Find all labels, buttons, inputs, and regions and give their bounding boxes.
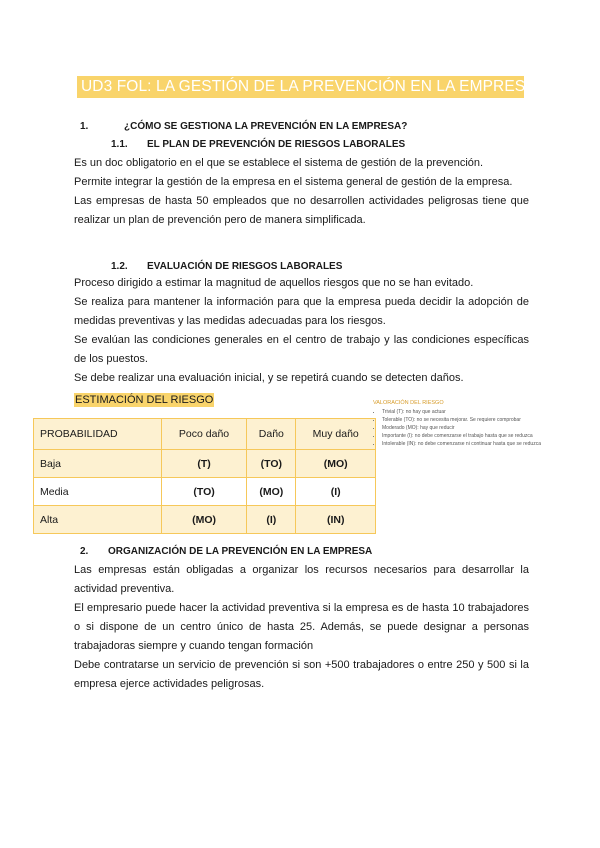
table-cell: (T) bbox=[161, 450, 246, 478]
section-1-number: 1. bbox=[80, 121, 89, 132]
subsection-1-2-number: 1.2. bbox=[111, 261, 128, 272]
paragraph: Las empresas de hasta 50 empleados que no desarrollen actividades peligrosas tiene que realizar un plan de prevención pero de manera simplificada. bbox=[74, 195, 529, 226]
estimation-label: ESTIMACIÓN DEL RIESGO bbox=[75, 394, 214, 406]
paragraph: El empresario puede hacer la actividad preventiva si la empresa es de hasta 10 trabajadores o si dispone de un centro único de hasta 25. Además, se puede designar a personas trabajadoras siempre y cuando tengan formación bbox=[74, 602, 529, 652]
legend-item: • Tolerable (TO): no se necesita mejorar. Se requiere comprobar bbox=[382, 417, 598, 424]
legend-list bbox=[373, 409, 598, 448]
table-header-row bbox=[34, 419, 376, 450]
subsection-1-2-heading bbox=[111, 261, 342, 272]
paragraph: Permite integrar la gestión de la empresa en el sistema general de gestión de la empresa. bbox=[74, 176, 513, 188]
risk-estimation-table bbox=[33, 418, 376, 534]
paragraph: Se realiza para mantener la información para que la empresa pueda decidir la adopción de medidas preventivas y las medidas adecuadas para los riesgos. bbox=[74, 296, 529, 327]
legend-title: VALORACIÓN DEL RIESGO bbox=[373, 400, 444, 406]
paragraph: Se debe realizar una evaluación inicial, y se repetirá cuando se detecten daños. bbox=[74, 372, 464, 384]
table-cell: (TO) bbox=[247, 450, 296, 478]
table-row bbox=[34, 478, 376, 506]
table-header-cell: Daño bbox=[247, 419, 296, 450]
table-header-cell: Poco daño bbox=[161, 419, 246, 450]
paragraph: Proceso dirigido a estimar la magnitud de aquellos riesgos que no se han evitado. bbox=[74, 277, 474, 289]
paragraph: Debe contratarse un servicio de prevención si son +500 trabajadores o entre 250 y 500 si la empresa ejerce actividades peligrosas. bbox=[74, 659, 529, 690]
paragraph: Las empresas están obligadas a organizar los recursos necesarios para desarrollar la actividad preventiva. bbox=[74, 564, 529, 595]
section-1-title: ¿CÓMO SE GESTIONA LA PREVENCIÓN EN LA EMPRESA? bbox=[124, 121, 408, 132]
table-cell: (MO) bbox=[161, 506, 246, 534]
table-header-cell: PROBABILIDAD bbox=[34, 419, 162, 450]
subsection-1-1-title: EL PLAN DE PREVENCIÓN DE RIESGOS LABORALES bbox=[147, 139, 406, 150]
document-title: UD3 FOL: LA GESTIÓN DE LA PREVENCIÓN EN LA EMPRESA bbox=[77, 76, 524, 98]
table-cell: Baja bbox=[34, 450, 162, 478]
table-cell: (TO) bbox=[161, 478, 246, 506]
risk-valuation-legend bbox=[373, 400, 598, 449]
section-2-title: ORGANIZACIÓN DE LA PREVENCIÓN EN LA EMPRESA bbox=[108, 546, 373, 557]
table-cell: Alta bbox=[34, 506, 162, 534]
table-row bbox=[34, 506, 376, 534]
subsection-1-2-body bbox=[74, 274, 529, 388]
table-cell: (I) bbox=[296, 478, 376, 506]
legend-item: • Trivial (T): no hay que actuar bbox=[382, 409, 598, 416]
section-2-body bbox=[74, 561, 529, 694]
subsection-1-1-heading bbox=[111, 139, 405, 150]
table-row bbox=[34, 450, 376, 478]
subsection-1-1-body bbox=[74, 154, 529, 230]
section-2-number: 2. bbox=[80, 546, 89, 557]
legend-item: • Importante (I): no debe comenzarse el trabajo hasta que se reduzca bbox=[382, 433, 598, 440]
paragraph: Se evalúan las condiciones generales en el centro de trabajo y las condiciones específicas de los puestos. bbox=[74, 334, 529, 365]
table-cell: (MO) bbox=[247, 478, 296, 506]
subsection-1-2-title: EVALUACIÓN DE RIESGOS LABORALES bbox=[147, 261, 343, 272]
section-2-heading bbox=[80, 546, 372, 557]
legend-item: • Moderado (MO): hay que reducir bbox=[382, 425, 598, 432]
table-cell: (I) bbox=[247, 506, 296, 534]
table-header-cell: Muy daño bbox=[296, 419, 376, 450]
subsection-1-1-number: 1.1. bbox=[111, 139, 128, 150]
section-1-heading bbox=[80, 121, 407, 132]
table-cell: (MO) bbox=[296, 450, 376, 478]
paragraph: Es un doc obligatorio en el que se establece el sistema de gestión de la prevención. bbox=[74, 157, 484, 169]
legend-item: • Intolerable (IN): no debe comenzarse ni continuar hasta que se reduzca bbox=[382, 441, 598, 448]
table-cell: (IN) bbox=[296, 506, 376, 534]
table-cell: Media bbox=[34, 478, 162, 506]
